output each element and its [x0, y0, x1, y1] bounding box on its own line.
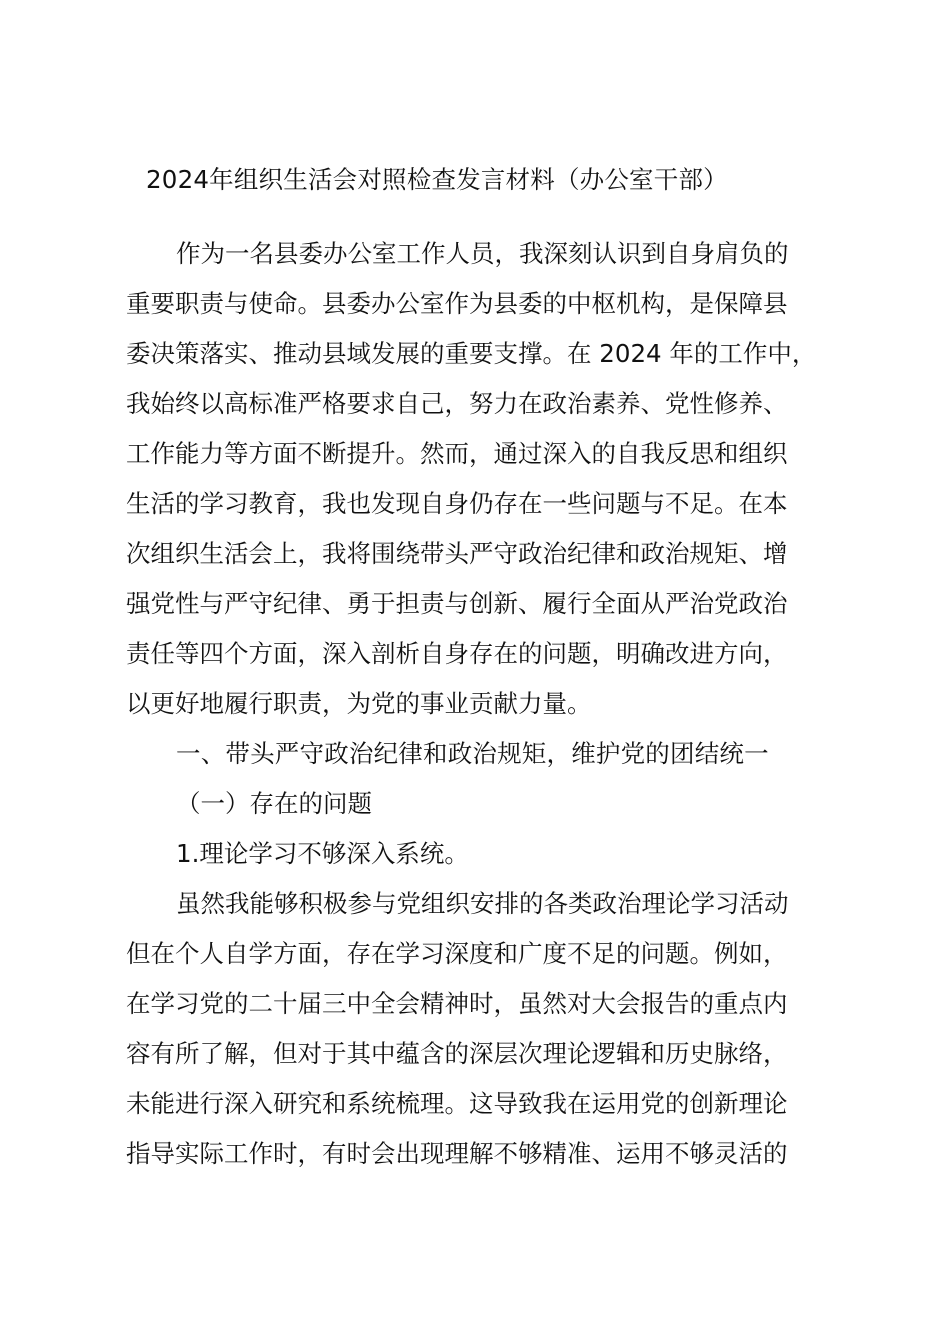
paragraph-line: 重要职责与使命。县委办公室作为县委的中枢机构，是保障县	[126, 289, 788, 318]
item-heading: 1.理论学习不够深入系统。	[176, 839, 469, 868]
section-heading: 一、带头严守政治纪律和政治规矩，维护党的团结统一	[176, 739, 769, 768]
paragraph-line: 未能进行深入研究和系统梳理。这导致我在运用党的创新理论	[126, 1089, 788, 1118]
paragraph-line: 作为一名县委办公室工作人员，我深刻认识到自身肩负的	[176, 239, 789, 268]
subsection-heading: （一）存在的问题	[176, 789, 372, 818]
paragraph-line: 虽然我能够积极参与党组织安排的各类政治理论学习活动	[176, 889, 789, 918]
paragraph-line: 委决策落实、推动县域发展的重要支撑。在 2024 年的工作中，	[126, 339, 817, 368]
paragraph-line: 工作能力等方面不断提升。然而，通过深入的自我反思和组织	[126, 439, 788, 468]
paragraph-line: 次组织生活会上，我将围绕带头严守政治纪律和政治规矩、增	[126, 539, 788, 568]
paragraph-line: 指导实际工作时，有时会出现理解不够精准、运用不够灵活的	[126, 1139, 788, 1168]
paragraph-line: 生活的学习教育，我也发现自身仍存在一些问题与不足。在本	[126, 489, 788, 518]
paragraph-line: 容有所了解，但对于其中蕴含的深层次理论逻辑和历史脉络，	[126, 1039, 788, 1068]
paragraph-line: 在学习党的二十届三中全会精神时，虽然对大会报告的重点内	[126, 989, 788, 1018]
paragraph-line: 责任等四个方面，深入剖析自身存在的问题，明确改进方向，	[126, 639, 788, 668]
document-title: 2024年组织生活会对照检查发言材料（办公室干部）	[146, 165, 728, 194]
paragraph-line: 但在个人自学方面，存在学习深度和广度不足的问题。例如，	[126, 939, 788, 968]
paragraph-line: 以更好地履行职责，为党的事业贡献力量。	[126, 689, 592, 718]
paragraph-line: 我始终以高标准严格要求自己，努力在政治素养、党性修养、	[126, 389, 788, 418]
paragraph-line: 强党性与严守纪律、勇于担责与创新、履行全面从严治党政治	[126, 589, 788, 618]
